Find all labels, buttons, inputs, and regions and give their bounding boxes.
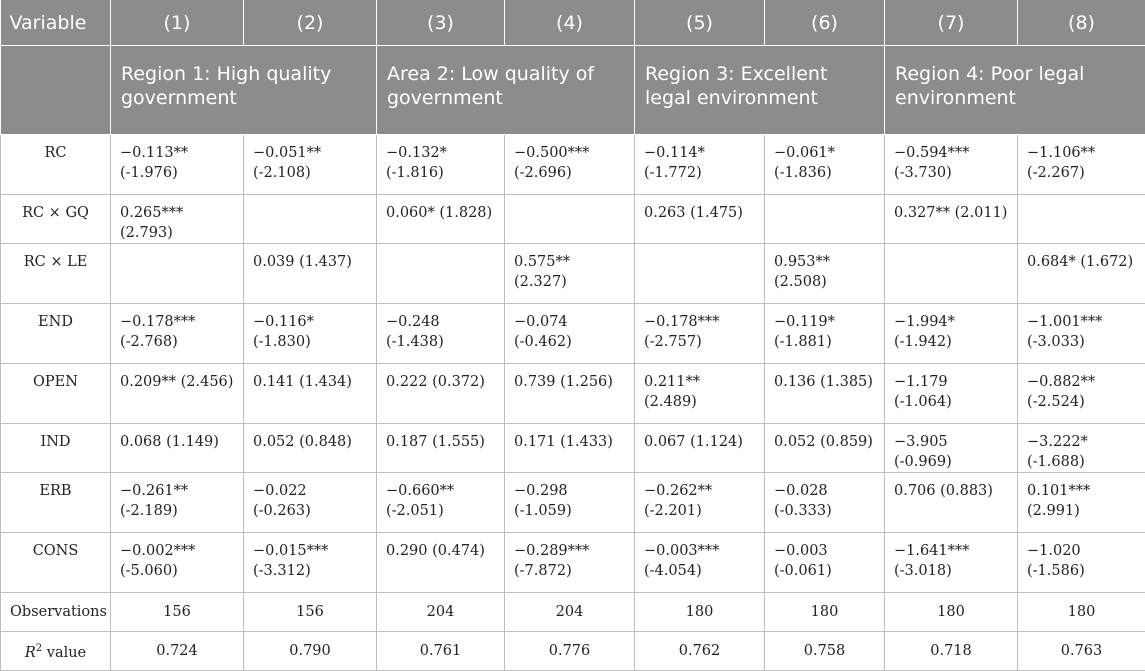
table-cell: −0.028 (-0.333) — [765, 473, 885, 533]
row-label: RC × GQ — [1, 195, 111, 244]
row-label: RC — [1, 135, 111, 195]
column-number: (3) — [377, 0, 505, 46]
table-cell: 0.953** (2.508) — [765, 244, 885, 304]
table-cell: −1.020 (-1.586) — [1018, 533, 1145, 593]
table-cell: −0.119* (-1.881) — [765, 304, 885, 364]
squared-superscript: 2 — [36, 643, 42, 654]
table-cell: 0.263 (1.475) — [635, 195, 765, 244]
table-cell: 0.290 (0.474) — [377, 533, 505, 593]
value-word: value — [42, 645, 86, 661]
table-cell: 0.575** (2.327) — [505, 244, 635, 304]
table-cell: 156 — [111, 593, 244, 632]
table-cell: 0.187 (1.555) — [377, 424, 505, 473]
table-cell: 0.052 (0.848) — [244, 424, 377, 473]
table-cell: −0.500*** (-2.696) — [505, 135, 635, 195]
table-cell — [1018, 195, 1145, 244]
table-cell: 0.327** (2.011) — [885, 195, 1018, 244]
table-cell: −1.106** (-2.267) — [1018, 135, 1145, 195]
table-cell: 180 — [885, 593, 1018, 632]
table-cell: 0.060* (1.828) — [377, 195, 505, 244]
row-label: OPEN — [1, 364, 111, 424]
column-number: (2) — [244, 0, 377, 46]
row-label: ERB — [1, 473, 111, 533]
table-cell: −0.061* (-1.836) — [765, 135, 885, 195]
table-cell — [635, 244, 765, 304]
table-cell: 0.763 — [1018, 632, 1145, 671]
table-cell: 0.265*** (2.793) — [111, 195, 244, 244]
column-number: (1) — [111, 0, 244, 46]
table-row — [1, 244, 1145, 304]
table-cell: −1.641*** (-3.018) — [885, 533, 1018, 593]
table-row — [1, 364, 1145, 424]
row-label: Observations — [1, 593, 111, 632]
table-cell: −0.003 (-0.061) — [765, 533, 885, 593]
table-cell: 0.762 — [635, 632, 765, 671]
table-cell: 180 — [1018, 593, 1145, 632]
group-header-region-3: Region 3: Excellent legal environment — [635, 46, 885, 135]
table-row — [1, 473, 1145, 533]
table-cell: −0.015*** (-3.312) — [244, 533, 377, 593]
group-header-region-4: Region 4: Poor legal environment — [885, 46, 1145, 135]
r-squared-row — [1, 632, 1145, 671]
r-symbol: R — [25, 645, 36, 661]
table-cell — [111, 244, 244, 304]
table-cell: 0.211** (2.489) — [635, 364, 765, 424]
header-row-numbers — [1, 0, 1145, 46]
table-cell — [885, 244, 1018, 304]
table-cell: −1.001*** (-3.033) — [1018, 304, 1145, 364]
table-cell: −0.074 (-0.462) — [505, 304, 635, 364]
observations-row — [1, 593, 1145, 632]
row-label: END — [1, 304, 111, 364]
table-cell: 0.136 (1.385) — [765, 364, 885, 424]
row-label: RC × LE — [1, 244, 111, 304]
table-cell: −0.594*** (-3.730) — [885, 135, 1018, 195]
column-number: (7) — [885, 0, 1018, 46]
table-row — [1, 424, 1145, 473]
table-cell: −0.289*** (-7.872) — [505, 533, 635, 593]
table-cell: 0.706 (0.883) — [885, 473, 1018, 533]
table-cell: 0.724 — [111, 632, 244, 671]
table-row — [1, 135, 1145, 195]
table-cell: 0.718 — [885, 632, 1018, 671]
table-cell: 0.209** (2.456) — [111, 364, 244, 424]
table-cell: 0.039 (1.437) — [244, 244, 377, 304]
group-header-region-1: Region 1: High quality government — [111, 46, 377, 135]
table-cell: 0.758 — [765, 632, 885, 671]
table-cell: 0.684* (1.672) — [1018, 244, 1145, 304]
table-cell: 0.761 — [377, 632, 505, 671]
table-cell: 180 — [635, 593, 765, 632]
table-cell: −1.994* (-1.942) — [885, 304, 1018, 364]
table-cell: 0.068 (1.149) — [111, 424, 244, 473]
table-cell: 0.067 (1.124) — [635, 424, 765, 473]
table-cell: −1.179 (-1.064) — [885, 364, 1018, 424]
table-row — [1, 533, 1145, 593]
table-cell: 0.052 (0.859) — [765, 424, 885, 473]
column-number: (4) — [505, 0, 635, 46]
column-number: (8) — [1018, 0, 1145, 46]
table-cell: 180 — [765, 593, 885, 632]
table-cell — [377, 244, 505, 304]
variable-header: Variable — [1, 0, 111, 46]
table-cell: 0.739 (1.256) — [505, 364, 635, 424]
table-cell: 204 — [505, 593, 635, 632]
table-cell: −0.132* (-1.816) — [377, 135, 505, 195]
table-row — [1, 195, 1145, 244]
table-cell — [765, 195, 885, 244]
table-cell: 0.222 (0.372) — [377, 364, 505, 424]
table-cell: −0.113** (-1.976) — [111, 135, 244, 195]
table-cell: −0.002*** (-5.060) — [111, 533, 244, 593]
row-label: IND — [1, 424, 111, 473]
table-cell: −0.262** (-2.201) — [635, 473, 765, 533]
table-cell: −0.051** (-2.108) — [244, 135, 377, 195]
table-cell: −0.882** (-2.524) — [1018, 364, 1145, 424]
table-cell: −0.178*** (-2.757) — [635, 304, 765, 364]
row-label: CONS — [1, 533, 111, 593]
table-cell: −0.261** (-2.189) — [111, 473, 244, 533]
table-cell: 0.776 — [505, 632, 635, 671]
variable-header-blank — [1, 46, 111, 135]
row-label — [1, 632, 111, 671]
column-number: (5) — [635, 0, 765, 46]
table-cell: −0.022 (-0.263) — [244, 473, 377, 533]
table-cell: 204 — [377, 593, 505, 632]
table-cell — [505, 195, 635, 244]
table-cell: −0.114* (-1.772) — [635, 135, 765, 195]
column-number: (6) — [765, 0, 885, 46]
header-row-groups — [1, 46, 1145, 135]
table-cell: 0.790 — [244, 632, 377, 671]
table-row — [1, 304, 1145, 364]
table-cell: 0.171 (1.433) — [505, 424, 635, 473]
table-cell: −0.248 (-1.438) — [377, 304, 505, 364]
table-cell: −0.660** (-2.051) — [377, 473, 505, 533]
table-cell: −0.003*** (-4.054) — [635, 533, 765, 593]
table-cell: 156 — [244, 593, 377, 632]
table-cell: 0.141 (1.434) — [244, 364, 377, 424]
table-cell — [244, 195, 377, 244]
table-cell: −3.905 (-0.969) — [885, 424, 1018, 473]
table-cell: −0.116* (-1.830) — [244, 304, 377, 364]
group-header-area-2: Area 2: Low quality of government — [377, 46, 635, 135]
table-cell: −0.178*** (-2.768) — [111, 304, 244, 364]
table-cell: −0.298 (-1.059) — [505, 473, 635, 533]
table-cell: −3.222* (-1.688) — [1018, 424, 1145, 473]
table-cell: 0.101*** (2.991) — [1018, 473, 1145, 533]
